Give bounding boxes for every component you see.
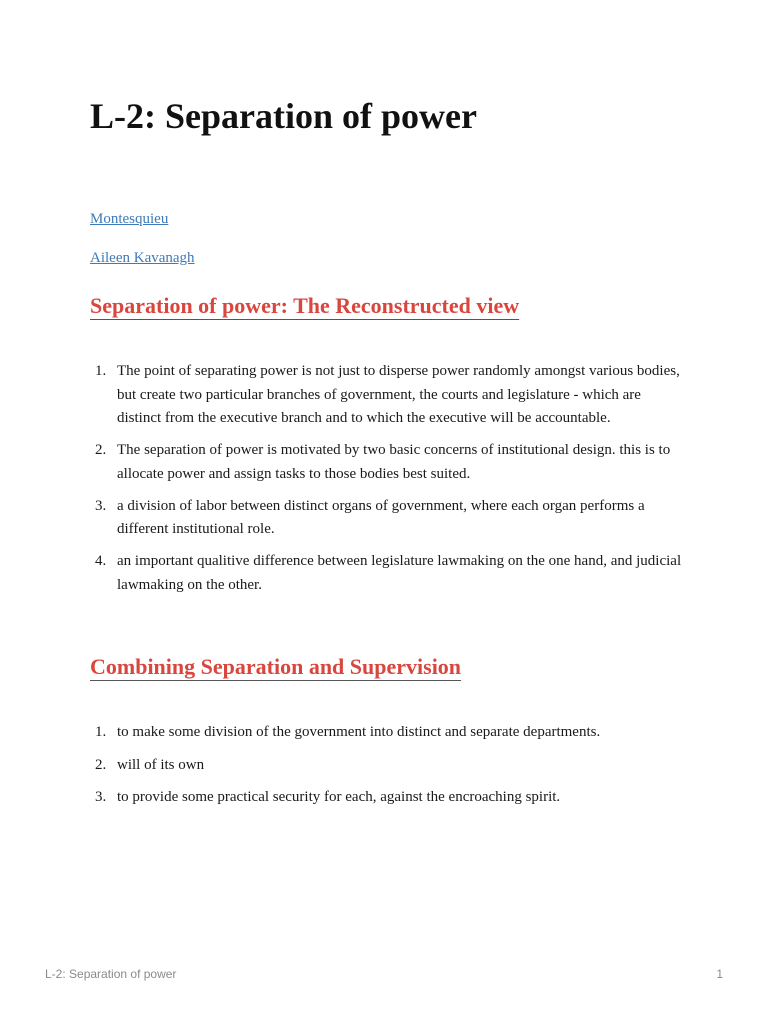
section-heading-reconstructed-view: Separation of power: The Reconstructed view <box>90 293 520 318</box>
list-item-text: to make some division of the government into distinct and separate departments. <box>117 724 601 740</box>
list-item <box>95 360 685 431</box>
combining-separation-list <box>95 721 685 810</box>
link-aileen-kavanagh[interactable]: Aileen Kavanagh <box>90 250 195 266</box>
list-item-number: 1. <box>95 724 107 740</box>
list-item-text: The separation of power is motivated by two basic concerns of institutional design. this is to allocate power and assign tasks to those bodies best suited. <box>117 442 671 482</box>
list-item-text: an important qualitive difference between legislature lawmaking on the one hand, and judicial lawmaking on the other. <box>117 553 682 593</box>
link-montesquieu[interactable]: Montesquieu <box>90 211 169 227</box>
list-item <box>95 721 685 745</box>
list-item-number: 3. <box>95 789 107 805</box>
list-item-number: 2. <box>95 442 107 458</box>
list-item <box>95 754 685 778</box>
list-item-text: The point of separating power is not just to disperse power randomly amongst various bodies, but create two particular branches of government, the courts and legislature - which are distinct from the executive branch and to which the executive will be accountable. <box>117 363 680 426</box>
list-item-text: to provide some practical security for each, against the encroaching spirit. <box>117 789 561 805</box>
list-item-number: 3. <box>95 497 107 514</box>
list-item-number: 1. <box>95 363 107 379</box>
list-item-number: 4. <box>95 553 107 569</box>
page-title: L-2: Separation of power <box>90 96 477 136</box>
list-item-text: a division of labor between distinct organs of government, where each organ performs a different institutional role. <box>117 497 645 537</box>
reconstructed-view-list <box>95 360 685 597</box>
list-item-text: will of its own <box>117 756 205 773</box>
list-item <box>95 495 685 542</box>
footer-document-title: L-2: Separation of power <box>45 967 177 981</box>
list-item-number: 2. <box>95 756 107 773</box>
list-item <box>95 550 685 597</box>
footer-page-number: 1 <box>716 967 723 981</box>
section-heading-combining-separation: Combining Separation and Supervision <box>90 654 462 679</box>
list-item <box>95 786 685 810</box>
list-item <box>95 439 685 486</box>
